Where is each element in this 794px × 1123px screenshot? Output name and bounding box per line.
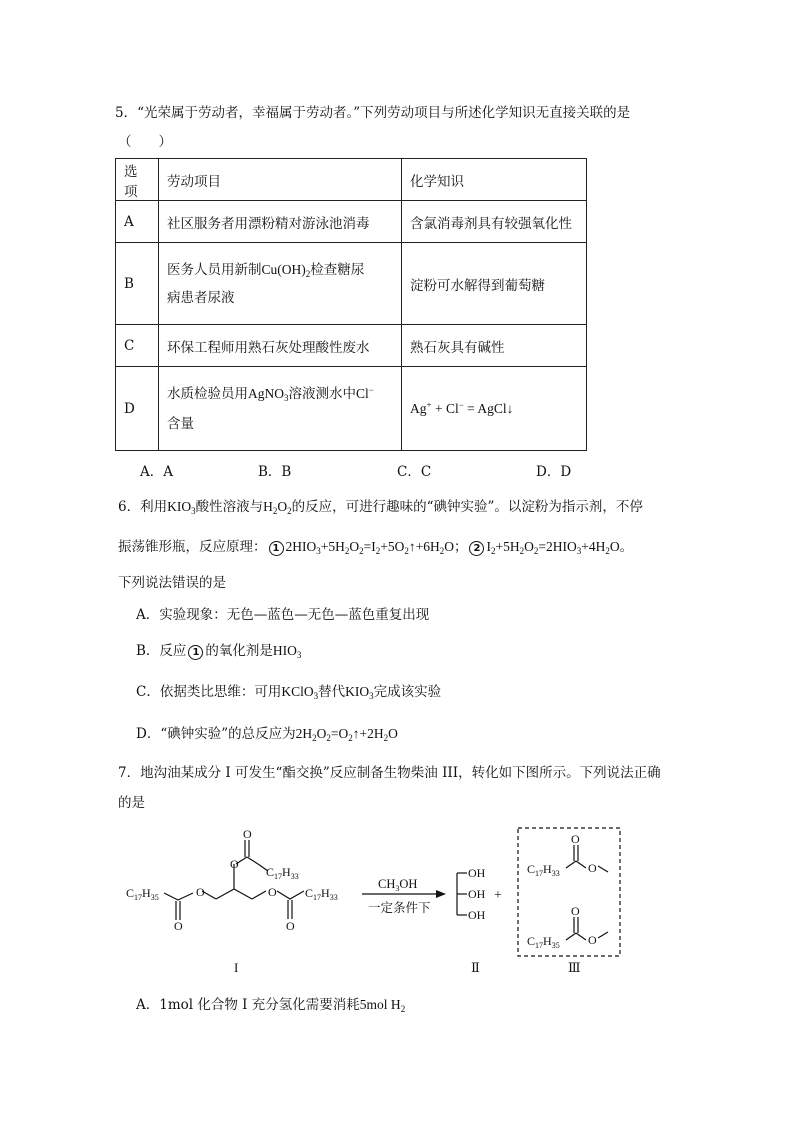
question-6-prompt: 下列说法错误的是 (118, 575, 226, 591)
compound-iii-structure (566, 845, 608, 940)
row-a-option: A (116, 201, 159, 243)
row-b-project-text2: 检查糖尿 (310, 261, 365, 278)
chloride-ion: Cl− (356, 384, 374, 401)
question-7-stem-line2: 的是 (118, 795, 145, 811)
agno3-formula: AgNO$_3$ (248, 385, 289, 403)
circled-two-icon: 2 (469, 541, 484, 556)
chain-c17h33: $C_{17}H_{33}$ (305, 886, 338, 902)
question-6-mechanism: 振荡锥形瓶，反应原理： 1 $2HIO_3+5H_2O_2=I_2+5O_2↑+6H_2O$； 2 $I_2+5H_2O_2=2HIO_3+4H_2O$。 (118, 539, 634, 556)
hydroxyl-group: OH (468, 866, 486, 880)
equation-2: $I_2+5H_2O_2=2HIO_3+4H_2O$。 (486, 539, 634, 556)
q6-choice-c[interactable]: C．依据类比思维：可用KClO$_3$替代$KIO_3$完成该实验 (136, 684, 442, 701)
question-7-stem: 7．地沟油某成分 I 可发生“酯交换”反应制备生物柴油 III，转化如下图所示。下列说法正确 (118, 765, 661, 781)
label-compound-i: I (234, 960, 239, 975)
carbonyl-oxygen: O (571, 832, 580, 846)
ester-oxygen: O (196, 885, 205, 899)
row-b-option: B (116, 243, 159, 325)
ester-oxygen: O (268, 885, 277, 899)
reaction-condition: 一定条件下 (368, 901, 431, 915)
row-c-project: 环保工程师用熟石灰处理酸性废水 (159, 325, 402, 367)
equation-1: $2HIO_3+5H_2O_2=I_2+5O_2↑+6H_2O$； (285, 539, 468, 556)
q6-choice-a[interactable]: A．实验现象：无色—蓝色—无色—蓝色重复出现 (136, 607, 430, 623)
header-knowledge: 化学知识 (402, 159, 587, 201)
circled-one-icon: 1 (188, 645, 203, 660)
plus-sign: + (494, 888, 502, 903)
q5-choice-c[interactable]: C．C (397, 464, 432, 480)
row-d-option: D (116, 367, 159, 451)
row-a-knowledge: 含氯消毒剂具有较强氧化性 (402, 201, 587, 243)
row-c-option: C (116, 325, 159, 367)
header-option: 选项 (116, 159, 159, 201)
ester-oxygen: O (588, 933, 597, 947)
label-compound-iii: Ⅲ (568, 960, 581, 975)
circled-one-icon: 1 (269, 541, 284, 556)
compound-ii-structure (457, 873, 467, 915)
hydroxyl-group: OH (468, 887, 486, 901)
row-b-project-text: 医务人员用新制 (167, 261, 262, 278)
chain-c17h35: $C_{17}H_{35}$ (527, 934, 560, 950)
q5-choice-a[interactable]: A．A (140, 464, 173, 480)
row-c-knowledge: 熟石灰具有碱性 (402, 325, 587, 367)
q6-choice-b[interactable]: B．反应 1 的氧化剂是$HIO_3$ (136, 643, 302, 660)
answer-bracket: （ ） (118, 134, 172, 150)
question-6-stem: 6．利用$KIO_3$酸性溶液与$H_2O_2$的反应，可进行趣味的“碘钟实验”。以淀粉为指示剂，不停 (118, 499, 643, 516)
compound-i-structure (164, 840, 304, 920)
row-d-project-line2: 含量 (167, 415, 194, 432)
reagent-methanol: $CH_3OH$ (378, 877, 418, 893)
carbonyl-oxygen: O (243, 827, 252, 841)
q5-choice-d[interactable]: D．D (536, 464, 572, 480)
row-d-project-text: 水质检验员用 (167, 385, 248, 402)
label-compound-ii: Ⅱ (471, 960, 480, 975)
chain-c17h33: $C_{17}H_{33}$ (527, 862, 560, 878)
q5-choice-b[interactable]: B．B (258, 464, 292, 480)
question-5-stem: 5．“光荣属于劳动者，幸福属于劳动者。”下列劳动项目与所述化学知识无直接关联的是 (115, 105, 631, 121)
carbonyl-oxygen: O (174, 919, 183, 933)
hydroxyl-group: OH (468, 908, 486, 922)
row-d-knowledge: Ag+ + Cl− = AgCl↓ (402, 367, 587, 451)
ester-oxygen: O (588, 861, 597, 875)
row-b-knowledge: 淀粉可水解得到葡萄糖 (402, 243, 587, 325)
ester-oxygen: O (230, 857, 239, 871)
header-project: 劳动项目 (159, 159, 402, 201)
carbonyl-oxygen: O (571, 904, 580, 918)
arrow-head-icon (436, 890, 446, 898)
carbonyl-oxygen: O (286, 919, 295, 933)
chain-c17h35: $C_{17}H_{35}$ (126, 886, 159, 902)
q6-choice-d[interactable]: D．“碘钟实验”的总反应为$2H_2O_2=O_2↑+2H_2O$ (136, 726, 398, 743)
row-b-project-line2: 病患者尿液 (167, 289, 235, 306)
cu-oh-formula: $Cu(OH)_2$ (261, 261, 311, 279)
row-d-project-text2: 溶液测水中 (288, 385, 356, 402)
q7-choice-a[interactable]: A．1mol 化合物 I 充分氢化需要消耗5mol $H_2$ (136, 997, 406, 1014)
row-a-project: 社区服务者用漂粉精对游泳池消毒 (159, 201, 402, 243)
chain-c17h33: $C_{17}H_{33}$ (266, 865, 299, 881)
